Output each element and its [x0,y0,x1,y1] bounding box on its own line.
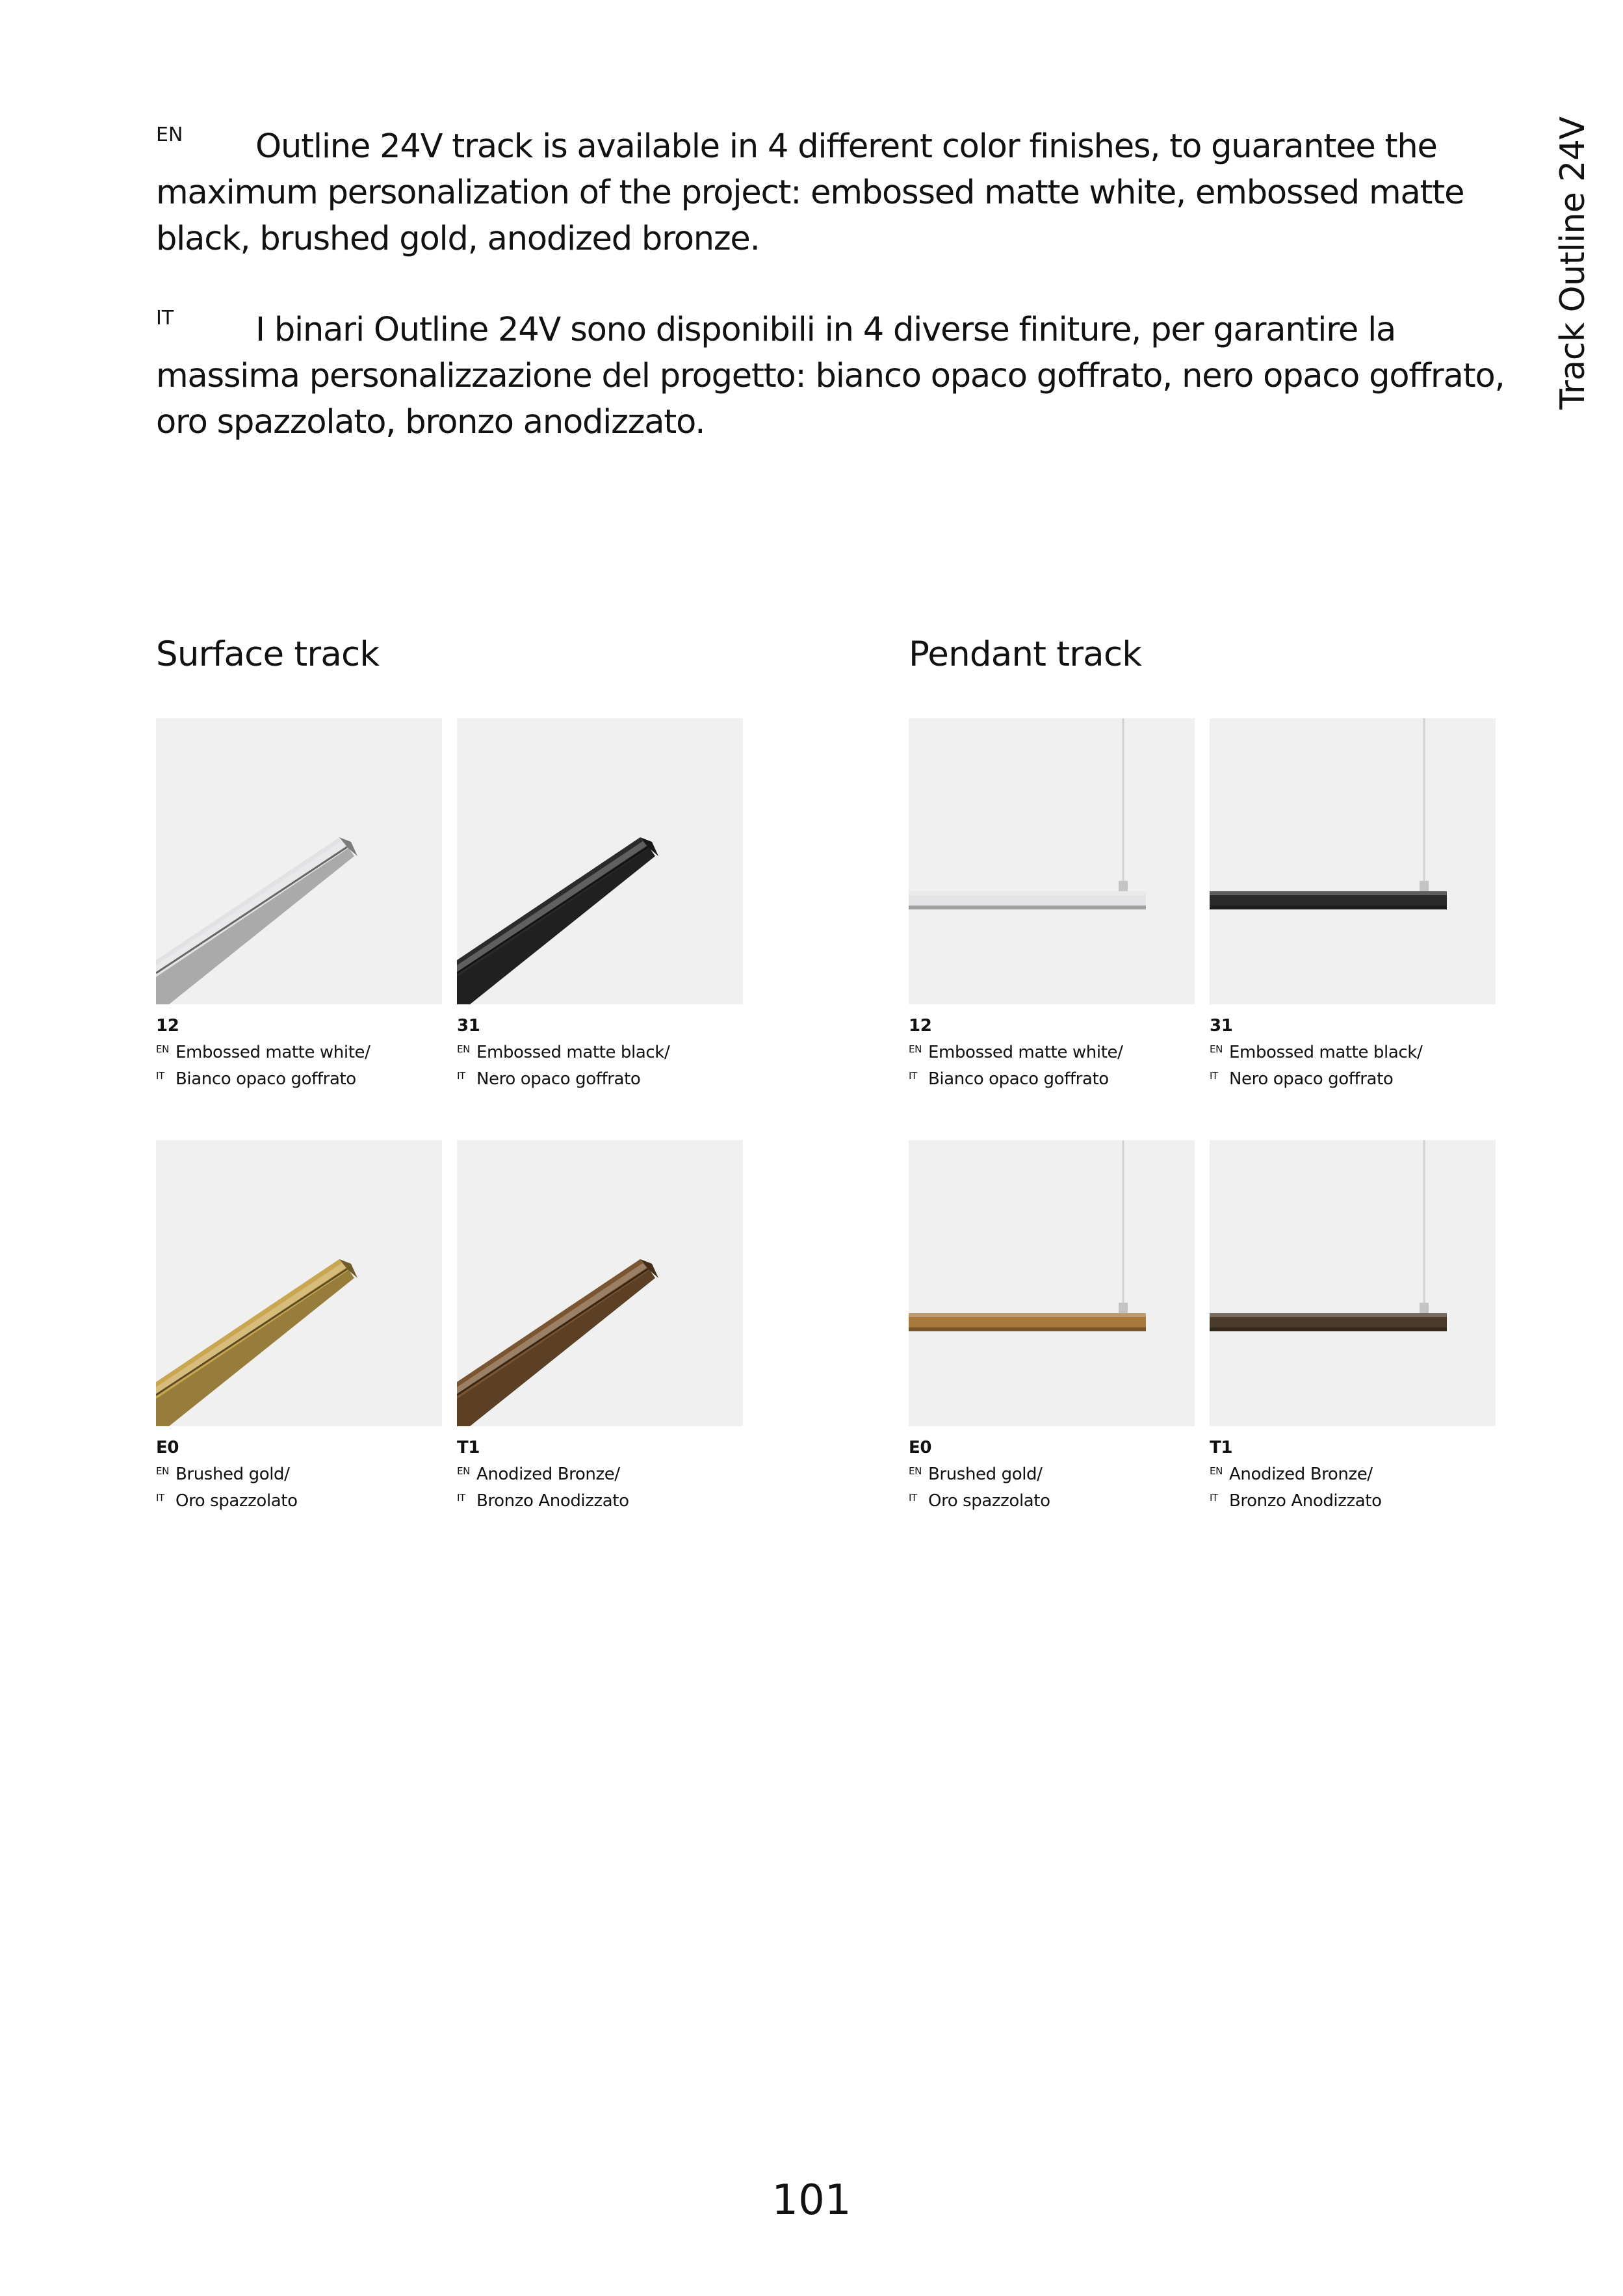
finish-name-en: Anodized Bronze/ [476,1465,620,1484]
surface-caption-white [156,1014,442,1091]
lang-tag: EN [457,1465,470,1477]
pendant-track-title: Pendant track [909,634,1142,674]
surface-track-rail [156,837,357,1004]
finish-name-it: Nero opaco goffrato [476,1069,641,1089]
finish-name-en: Anodized Bronze/ [1229,1465,1373,1484]
lang-tag-en: EN [156,124,183,146]
finish-name-it: Bronzo Anodizzato [476,1491,629,1511]
pendant-caption-black [1210,1014,1496,1091]
pendant-caption-white [909,1014,1195,1091]
lang-tag: EN [156,1465,169,1477]
lang-tag: EN [1210,1043,1223,1055]
surface-track-rail [457,837,658,1004]
finish-name-it: Bianco opaco goffrato [175,1069,356,1089]
lang-tag-it: IT [156,307,174,330]
intro-english [156,124,1514,262]
finish-name-en: Embossed matte black/ [1229,1043,1423,1062]
pendant-caption-bronze [1210,1436,1496,1513]
finish-code: 31 [457,1016,480,1036]
lang-tag: EN [457,1043,470,1055]
pendant-track-bar [909,718,1146,909]
finish-name-en: Brushed gold/ [175,1465,290,1484]
pendant-track-bar [1210,1140,1447,1331]
lang-tag: IT [1210,1070,1218,1082]
lang-tag: IT [156,1492,164,1504]
pendant-track-bar [1210,718,1447,909]
finish-code: 12 [156,1016,179,1036]
page-number: 101 [772,2176,851,2224]
finish-name-it: Oro spazzolato [928,1491,1050,1511]
lang-tag: EN [909,1043,922,1055]
pendant-track-bar [909,1140,1146,1331]
surface-track-title: Surface track [156,634,380,674]
surface-track-image-bronze [457,1140,743,1426]
pendant-track-image-black [1210,718,1496,1004]
surface-track-image-white [156,718,442,1004]
surface-caption-black [457,1014,743,1091]
surface-track-image-gold [156,1140,442,1426]
finish-name-it: Bianco opaco goffrato [928,1069,1109,1089]
lang-tag: IT [1210,1492,1218,1504]
surface-track-image-black [457,718,743,1004]
finish-code: T1 [1210,1438,1233,1457]
lang-tag: IT [457,1492,465,1504]
finish-name-it: Bronzo Anodizzato [1229,1491,1382,1511]
finish-code: E0 [156,1438,179,1457]
finish-name-it: Nero opaco goffrato [1229,1069,1394,1089]
pendant-track-image-white [909,718,1195,1004]
finish-name-en: Embossed matte black/ [476,1043,670,1062]
side-title: Track Outline 24V [1553,116,1592,410]
lang-tag: IT [457,1070,465,1082]
lang-tag: EN [156,1043,169,1055]
intro-it-text: I binari Outline 24V sono disponibili in 4 diverse finiture, per garantire la massima personalizzazione del progetto: bianco opaco goffrato, nero opaco goffrato, oro spazzolato, bronzo anodizzato. [156,311,1505,441]
lang-tag: IT [156,1070,164,1082]
finish-code: 12 [909,1016,932,1036]
lang-tag: EN [1210,1465,1223,1477]
surface-caption-bronze [457,1436,743,1513]
lang-tag: EN [909,1465,922,1477]
finish-code: 31 [1210,1016,1233,1036]
lang-tag: IT [909,1492,917,1504]
finish-name-en: Embossed matte white/ [928,1043,1123,1062]
lang-tag: IT [909,1070,917,1082]
pendant-track-image-gold [909,1140,1195,1426]
intro-italian [156,307,1514,445]
finish-name-en: Embossed matte white/ [175,1043,370,1062]
finish-code: T1 [457,1438,480,1457]
finish-name-en: Brushed gold/ [928,1465,1043,1484]
pendant-track-image-bronze [1210,1140,1496,1426]
surface-caption-gold [156,1436,442,1513]
finish-name-it: Oro spazzolato [175,1491,298,1511]
surface-track-rail [457,1259,658,1426]
intro-en-text: Outline 24V track is available in 4 different color finishes, to guarantee the maximum personalization of the project: embossed matte white, embossed matte black, brushed gold, anodized bronze. [156,127,1464,258]
finish-code: E0 [909,1438,932,1457]
pendant-caption-gold [909,1436,1195,1513]
surface-track-rail [156,1259,357,1426]
